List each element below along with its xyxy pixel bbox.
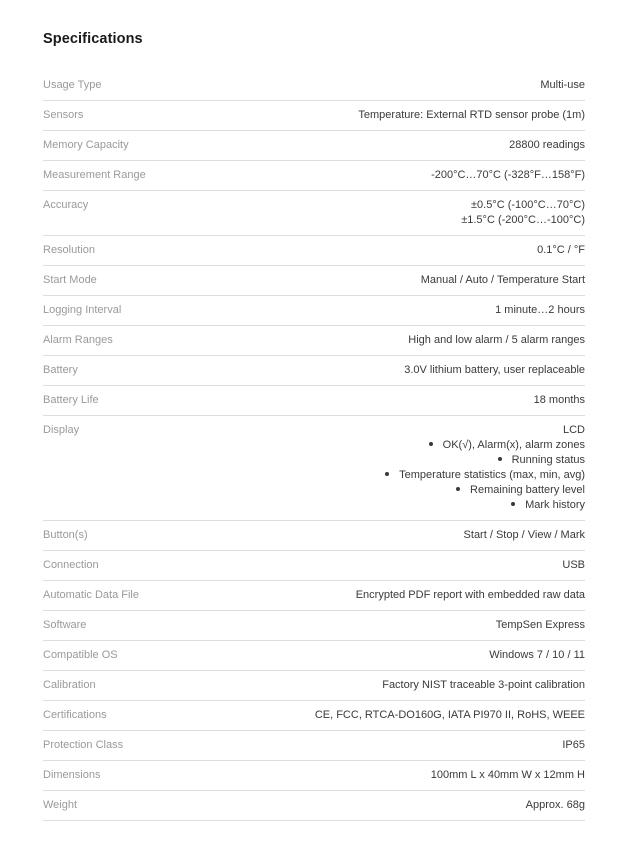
bullet-icon [456, 487, 460, 491]
spec-value: TempSen Express [495, 619, 585, 631]
spec-row-measurement-range [43, 161, 585, 191]
spec-label: Weight [43, 799, 78, 811]
spec-value: Approx. 68g [525, 799, 585, 811]
spec-label: Logging Interval [43, 304, 122, 316]
list-item-text: Remaining battery level [470, 484, 585, 496]
spec-label: Sensors [43, 109, 84, 121]
spec-row-certifications [43, 701, 585, 731]
spec-row-battery [43, 356, 585, 386]
spec-label: Display [43, 424, 80, 436]
spec-value [223, 423, 585, 513]
spec-label: Accuracy [43, 199, 89, 211]
spec-row-protection-class [43, 731, 585, 761]
spec-row-alarm-ranges [43, 326, 585, 356]
list-item [223, 438, 585, 453]
list-item-text: OK(√), Alarm(x), alarm zones [442, 439, 585, 451]
list-item [223, 483, 585, 498]
spec-value: Encrypted PDF report with embedded raw data [355, 589, 585, 601]
spec-label: Button(s) [43, 529, 88, 541]
spec-row-memory-capacity [43, 131, 585, 161]
bullet-icon [498, 457, 502, 461]
spec-value: -200°C…70°C (-328°F…158°F) [431, 169, 585, 181]
spec-label: Connection [43, 559, 99, 571]
spec-label: Memory Capacity [43, 139, 129, 151]
spec-label: Resolution [43, 244, 95, 256]
spec-label: Certifications [43, 709, 107, 721]
list-item [223, 468, 585, 483]
bullet-icon [385, 472, 389, 476]
spec-value: 3.0V lithium battery, user replaceable [404, 364, 585, 376]
spec-value: 18 months [533, 394, 585, 406]
spec-value: 1 minute…2 hours [495, 304, 585, 316]
specifications-table [43, 71, 585, 821]
spec-row-compatible-os [43, 641, 585, 671]
spec-label: Protection Class [43, 739, 124, 751]
spec-label: Software [43, 619, 87, 631]
bullet-icon [511, 502, 515, 506]
spec-value: 100mm L x 40mm W x 12mm H [430, 769, 585, 781]
display-features-list [223, 438, 585, 513]
spec-value-line: ±1.5°C (-200°C…-100°C) [461, 214, 585, 226]
spec-row-software [43, 611, 585, 641]
spec-row-start-mode [43, 266, 585, 296]
spec-label: Dimensions [43, 769, 101, 781]
spec-value: Factory NIST traceable 3-point calibration [382, 679, 585, 691]
spec-row-automatic-data-file [43, 581, 585, 611]
spec-value [223, 198, 585, 228]
list-item-text: Running status [511, 454, 585, 466]
spec-value: Start / Stop / View / Mark [463, 529, 585, 541]
list-item [223, 453, 585, 468]
spec-value: IP65 [562, 739, 585, 751]
spec-row-display [43, 416, 585, 521]
spec-label: Battery Life [43, 394, 99, 406]
spec-row-usage-type [43, 71, 585, 101]
spec-label: Automatic Data File [43, 589, 139, 601]
spec-value-line: ±0.5°C (-100°C…70°C) [471, 199, 585, 211]
spec-label: Calibration [43, 679, 96, 691]
page-title: Specifications [43, 31, 143, 47]
spec-value: Windows 7 / 10 / 11 [489, 649, 585, 661]
list-item-text: Temperature statistics (max, min, avg) [399, 469, 585, 481]
spec-row-resolution [43, 236, 585, 266]
spec-value: Temperature: External RTD sensor probe (1m) [358, 109, 585, 121]
spec-value: Multi-use [540, 79, 585, 91]
spec-value: Manual / Auto / Temperature Start [420, 274, 585, 286]
spec-row-dimensions [43, 761, 585, 791]
spec-row-logging-interval [43, 296, 585, 326]
spec-label: Alarm Ranges [43, 334, 113, 346]
spec-label: Usage Type [43, 79, 102, 91]
spec-value: 28800 readings [509, 139, 585, 151]
spec-value: 0.1°C / °F [537, 244, 585, 256]
bullet-icon [429, 442, 433, 446]
spec-row-sensors [43, 101, 585, 131]
spec-label: Measurement Range [43, 169, 146, 181]
spec-value: CE, FCC, RTCA-DO160G, IATA PI970 II, RoHS, WEEE [314, 709, 585, 721]
specifications-section [43, 0, 585, 821]
spec-row-connection [43, 551, 585, 581]
list-item [223, 498, 585, 513]
list-item-text: Mark history [525, 499, 585, 511]
spec-row-buttons [43, 521, 585, 551]
spec-label: Battery [43, 364, 78, 376]
spec-row-calibration [43, 671, 585, 701]
spec-value-line: LCD [562, 424, 585, 436]
spec-value: High and low alarm / 5 alarm ranges [408, 334, 585, 346]
spec-row-weight [43, 791, 585, 821]
spec-row-accuracy [43, 191, 585, 236]
spec-label: Compatible OS [43, 649, 118, 661]
spec-row-battery-life [43, 386, 585, 416]
spec-value: USB [562, 559, 585, 571]
spec-label: Start Mode [43, 274, 97, 286]
